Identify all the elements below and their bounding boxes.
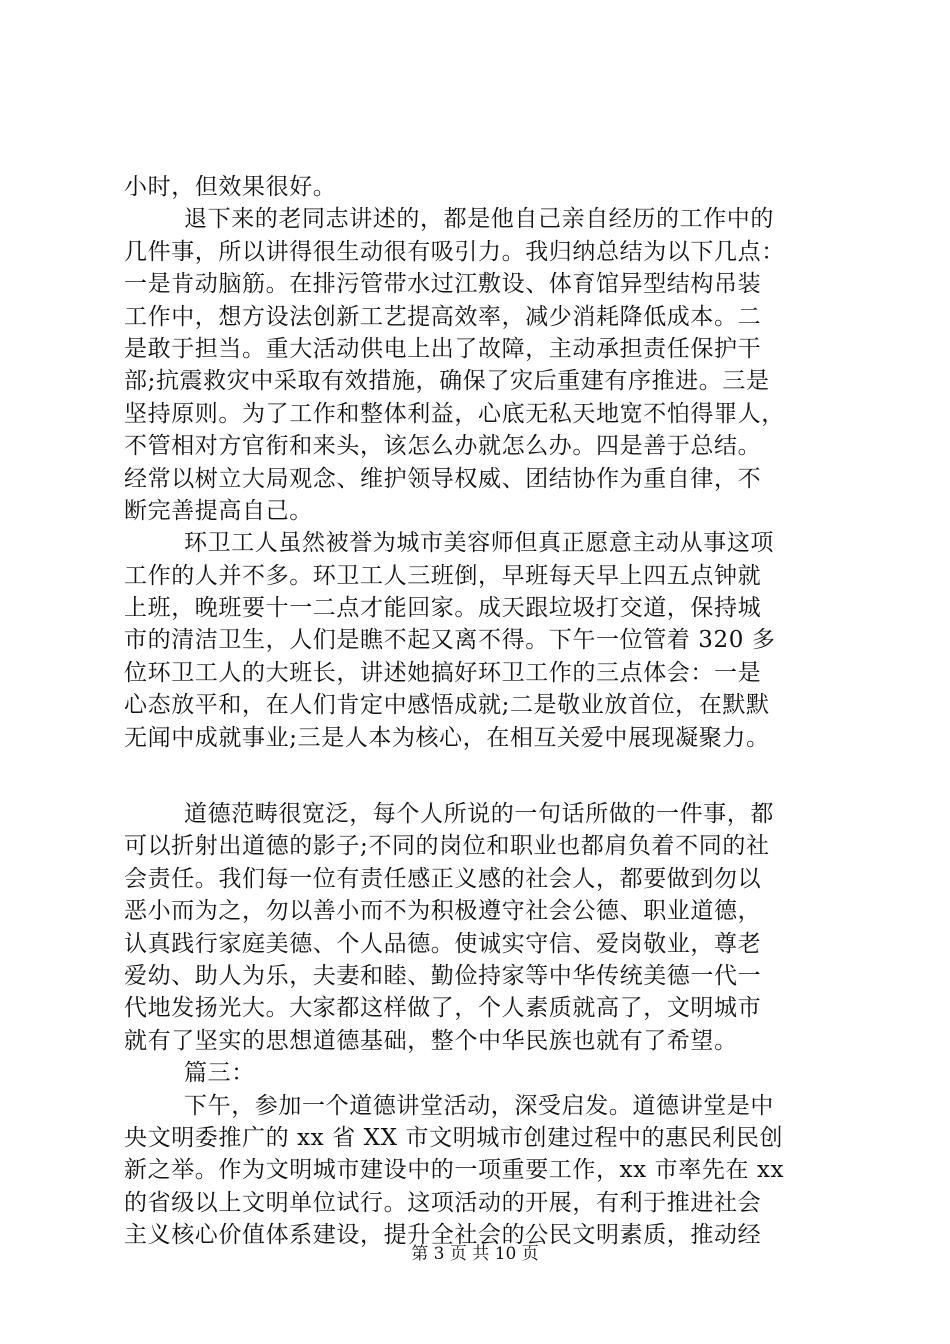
text-line: 认真践行家庭美德、个人品德。使诚实守信、爱岗敬业，尊老 — [124, 930, 762, 957]
page-number-footer: 第 3 页 共 10 页 — [411, 1244, 539, 1264]
text-line: 市的清洁卫生，人们是瞧不起又离不得。下午一位管着 320 多 — [124, 627, 776, 654]
paragraph-first-line: 退下来的老同志讲述的，都是他自己亲自经历的工作中的 — [184, 206, 774, 233]
text-line: 断完善提高自己。 — [124, 497, 313, 524]
text-line: 是敢于担当。重大活动供电上出了故障，主动承担责任保护干 — [124, 335, 762, 362]
paragraph-gap — [124, 754, 836, 798]
text-line: 小时，但效果很好。 — [124, 174, 337, 200]
text-line: 工作中，想方设法创新工艺提高效率，减少消耗降低成本。二 — [124, 303, 762, 330]
text-line: 代地发扬光大。大家都这样做了，个人素质就高了，文明城市 — [124, 995, 762, 1022]
paragraph-first-line: 道德范畴很宽泛，每个人所说的一句话所做的一件事，都 — [184, 801, 774, 828]
section-heading: 篇三： — [184, 1060, 255, 1087]
text-line: 工作的人并不多。环卫工人三班倒，早班每天早上四五点钟就 — [124, 562, 762, 589]
text-line: 经常以树立大局观念、维护领导权威、团结协作为重自律，不 — [124, 465, 762, 492]
paragraph-first-line: 下午，参加一个道德讲堂活动，深受启发。道德讲堂是中 — [184, 1092, 774, 1119]
text-line: 坚持原则。为了工作和整体利益，心底无私天地宽不怕得罪人， — [124, 400, 785, 427]
text-line: 位环卫工人的大班长，讲述她搞好环卫工作的三点体会：一是 — [124, 659, 762, 686]
text-line: 无闻中成就事业;三是人本为核心，在相互关爱中展现凝聚力。 — [124, 724, 770, 751]
text-line: 一是肯动脑筋。在排污管带水过江敷设、体育馆异型结构吊装 — [124, 271, 762, 298]
text-line: 新之举。作为文明城市建设中的一项重要工作，xx 市率先在 xx — [124, 1157, 785, 1184]
text-line: 心态放平和，在人们肯定中感悟成就;二是敬业放首位，在默默 — [124, 692, 770, 719]
text-line: 不管相对方官衔和来头，该怎么办就怎么办。四是善于总结。 — [124, 433, 762, 460]
text-line: 上班，晚班要十一二点才能回家。成天跟垃圾打交道，保持城 — [124, 595, 762, 622]
paragraph-first-line: 环卫工人虽然被誉为城市美容师但真正愿意主动从事这项 — [184, 530, 774, 557]
text-line: 可以折射出道德的影子;不同的岗位和职业也都肩负着不同的社 — [124, 833, 770, 860]
text-line: 部;抗震救灾中采取有效措施，确保了灾后重建有序推进。三是 — [124, 368, 770, 395]
text-line: 爱幼、助人为乐，夫妻和睦、勤俭持家等中华传统美德一代一 — [124, 962, 762, 989]
text-line: 会责任。我们每一位有责任感正义感的社会人，都要做到勿以 — [124, 865, 762, 892]
text-line: 的省级以上文明单位试行。这项活动的开展，有利于推进社会 — [124, 1189, 762, 1216]
text-line: 央文明委推广的 xx 省 XX 市文明城市创建过程中的惠民利民创 — [124, 1124, 784, 1151]
document-body — [124, 171, 836, 1252]
text-line: 恶小而为之，勿以善小而不为积极遵守社会公德、职业道德， — [124, 898, 762, 925]
text-line: 主义核心价值体系建设，提升全社会的公民文明素质，推动经 — [124, 1222, 762, 1249]
text-line: 几件事，所以讲得很生动很有吸引力。我归纳总结为以下几点： — [124, 238, 785, 265]
text-line: 就有了坚实的思想道德基础，整个中华民族也就有了希望。 — [124, 1027, 738, 1054]
